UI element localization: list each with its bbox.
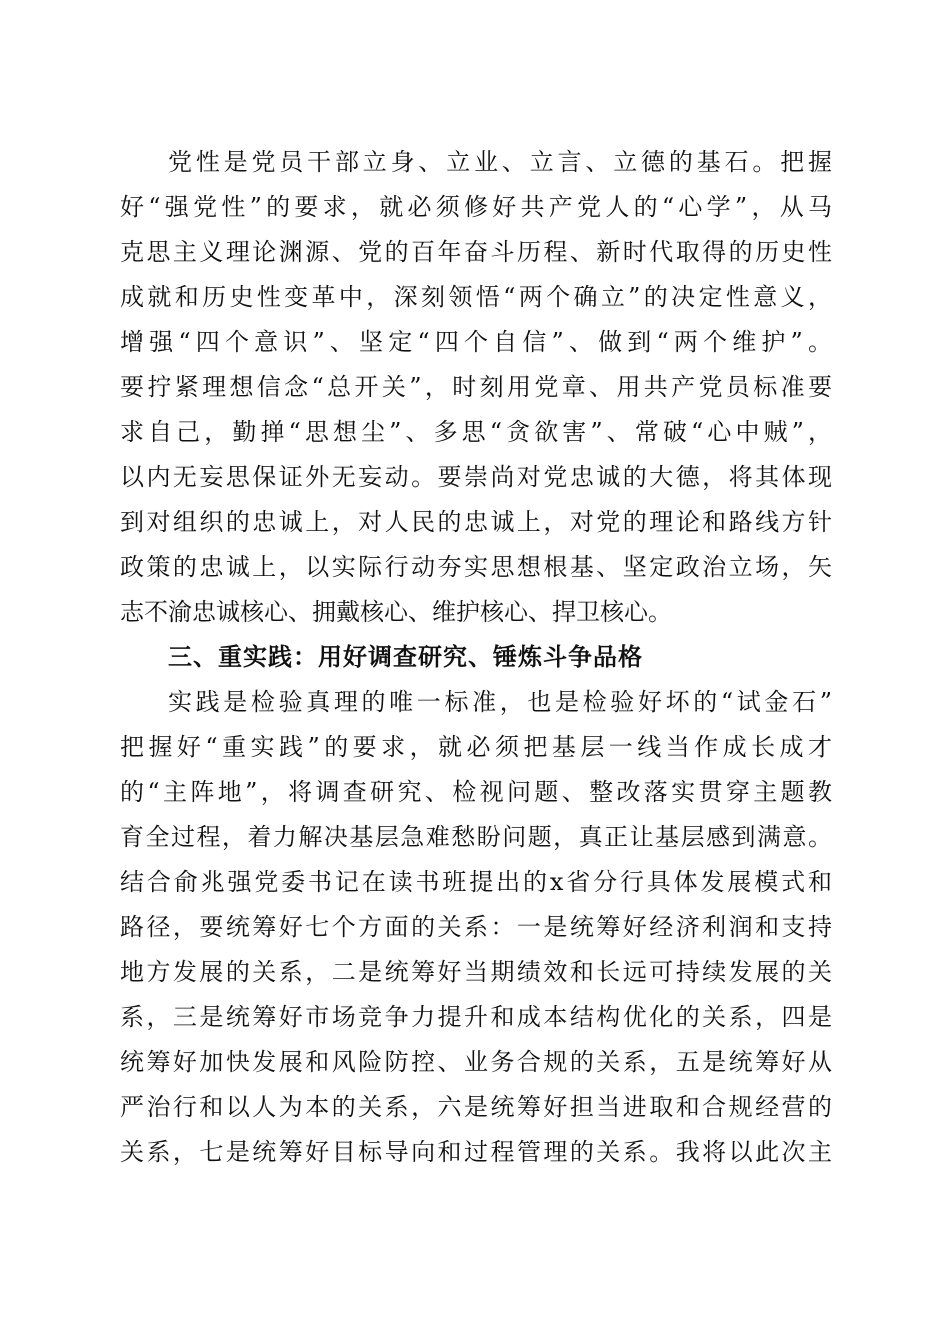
paragraph-line: 结合俞兆强党委书记在读书班提出的x省分行具体发展模式和: [120, 868, 832, 896]
paragraph-line: 实践是检验真理的唯一标准，也是检验好坏的“试金石”: [168, 688, 832, 716]
paragraph-line: 以内无妄思保证外无妄动。要崇尚对党忠诚的大德，将其体现: [120, 463, 832, 491]
paragraph-line: 政策的忠诚上，以实际行动夯实思想根基、坚定政治立场，矢: [120, 553, 832, 581]
paragraph-line: 系，三是统筹好市场竞争力提升和成本结构优化的关系，四是: [120, 1003, 832, 1031]
paragraph-line: 的“主阵地”，将调查研究、检视问题、整改落实贯穿主题教: [120, 778, 832, 806]
paragraph-line: 严治行和以人为本的关系，六是统筹好担当进取和合规经营的: [120, 1093, 832, 1121]
paragraph-line: 成就和历史性变革中，深刻领悟“两个确立”的决定性意义，: [120, 283, 832, 311]
paragraph-line: 党性是党员干部立身、立业、立言、立德的基石。把握: [168, 148, 832, 176]
paragraph-line: 要拧紧理想信念“总开关”，时刻用党章、用共产党员标准要: [120, 373, 832, 401]
paragraph-line: 把握好“重实践”的要求，就必须把基层一线当作成长成才: [120, 733, 832, 761]
paragraph-line: 育全过程，着力解决基层急难愁盼问题，真正让基层感到满意。: [120, 823, 832, 851]
paragraph-line: 克思主义理论渊源、党的百年奋斗历程、新时代取得的历史性: [120, 238, 832, 266]
paragraph-line: 统筹好加快发展和风险防控、业务合规的关系，五是统筹好从: [120, 1048, 832, 1076]
paragraph-line: 求自己，勤掸“思想尘”、多思“贪欲害”、常破“心中贼”，: [120, 418, 832, 446]
paragraph-line: 关系，七是统筹好目标导向和过程管理的关系。我将以此次主: [120, 1138, 832, 1166]
paragraph-line: 路径，要统筹好七个方面的关系：一是统筹好经济利润和支持: [120, 913, 832, 941]
paragraph-line: 增强“四个意识”、坚定“四个自信”、做到“两个维护”。: [120, 328, 832, 356]
paragraph-line: 地方发展的关系，二是统筹好当期绩效和长远可持续发展的关: [120, 958, 832, 986]
section-heading: 三、重实践：用好调查研究、锤炼斗争品格: [168, 643, 643, 671]
paragraph-line: 好“强党性”的要求，就必须修好共产党人的“心学”，从马: [120, 193, 832, 221]
paragraph-line: 志不渝忠诚核心、拥戴核心、维护核心、捍卫核心。: [120, 598, 672, 626]
paragraph-line: 到对组织的忠诚上，对人民的忠诚上，对党的理论和路线方针: [120, 508, 832, 536]
